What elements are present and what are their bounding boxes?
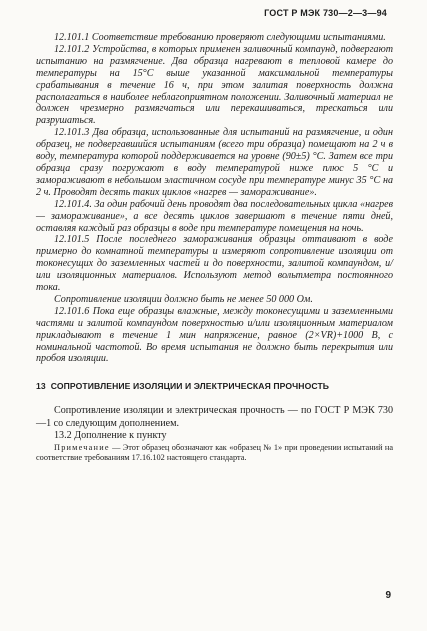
document-header: ГОСТ Р МЭК 730—2—3—94 bbox=[264, 8, 387, 18]
paragraph-12-101-5: 12.101.5 После последнего замораживания образцы оттаивают в воде примерно до комнатной температуры и измеряют сопротивление изоляции от токонесущих до заземленных частей и до поверхности, залитой компаундом, и/или изоляционных материалов. Используют метод вольтметра постоянного тока. bbox=[36, 234, 393, 294]
document-body bbox=[36, 32, 393, 463]
paragraph-12-101-4: 12.101.4. За один рабочий день проводят два последовательных цикла «нагрев — замораживание», а все десять циклов завершают в течение пяти дней, оставляя каждый раз образцы в воде при температуре помещения на ночь. bbox=[36, 198, 393, 234]
paragraph-12-101-1: 12.101.1 Соответствие требованию проверяют следующими испытаниями. bbox=[54, 32, 386, 43]
section-heading-13 bbox=[36, 381, 393, 391]
section-title: СОПРОТИВЛЕНИЕ ИЗОЛЯЦИИ И ЭЛЕКТРИЧЕСКАЯ ПРОЧНОСТЬ bbox=[50, 381, 330, 392]
section-intro: Сопротивление изоляции и электрическая прочность — по ГОСТ Р МЭК 730—1 со следующим дополнением. bbox=[36, 405, 393, 429]
paragraph-12-101-3: 12.101.3 Два образца, использованные для испытаний на размягчение, и один образец, не подвергавшийся испытаниям (всего три образца) помещают на 2 ч в воду, температура которой поддерживается на уровне (90±5) °С. Затем все три образца сразу погружают в воду температурой ниже плюс 5 °С и замораживают в небольшом эластичном сосуде при температуре минус 35 °С на 2 ч. Проводят десять таких циклов «нагрев — замораживание». bbox=[36, 127, 393, 198]
note-text: — Этот образец обозначают как «образец № 1» при проведении испытаний на соответствие требованиям 17.16.102 настоящего стандарта. bbox=[36, 442, 393, 462]
section-number: 13 bbox=[36, 381, 46, 392]
clause-13-2: 13.2 Дополнение к пункту bbox=[54, 430, 167, 442]
paragraph-12-101-2: 12.101.2 Устройства, в которых применен заливочный компаунд, подвергают испытанию на размягчение. Два образца нагревают в тепловой камере до температуры на 15°С выше указанной максимальной температуры срабатывания в течение 16 ч, при этом залитая поверхность должна располагаться в наиболее неблагоприятном положении. Заливочный материал не должен чрезмерно размягчаться или перекашиваться, трескаться или разрушаться. bbox=[36, 43, 393, 127]
page-number: 9 bbox=[385, 590, 391, 601]
paragraph-12-101-6: 12.101.6 Пока еще образцы влажные, между токонесущими и заземленными частями и залитой компаундом поверхностью и/или изоляционным материалом прикладывают в течение 1 мин напряжение, равное (2×VR)+1000 В, с номинальной частотой. Во время испытания не должно быть перекрытия или пробоя изоляции. bbox=[36, 305, 393, 365]
note-label: Примечание bbox=[54, 442, 110, 452]
note bbox=[36, 443, 393, 463]
paragraph-resistance-requirement: Сопротивление изоляции должно быть не менее 50 000 Ом. bbox=[54, 293, 313, 305]
